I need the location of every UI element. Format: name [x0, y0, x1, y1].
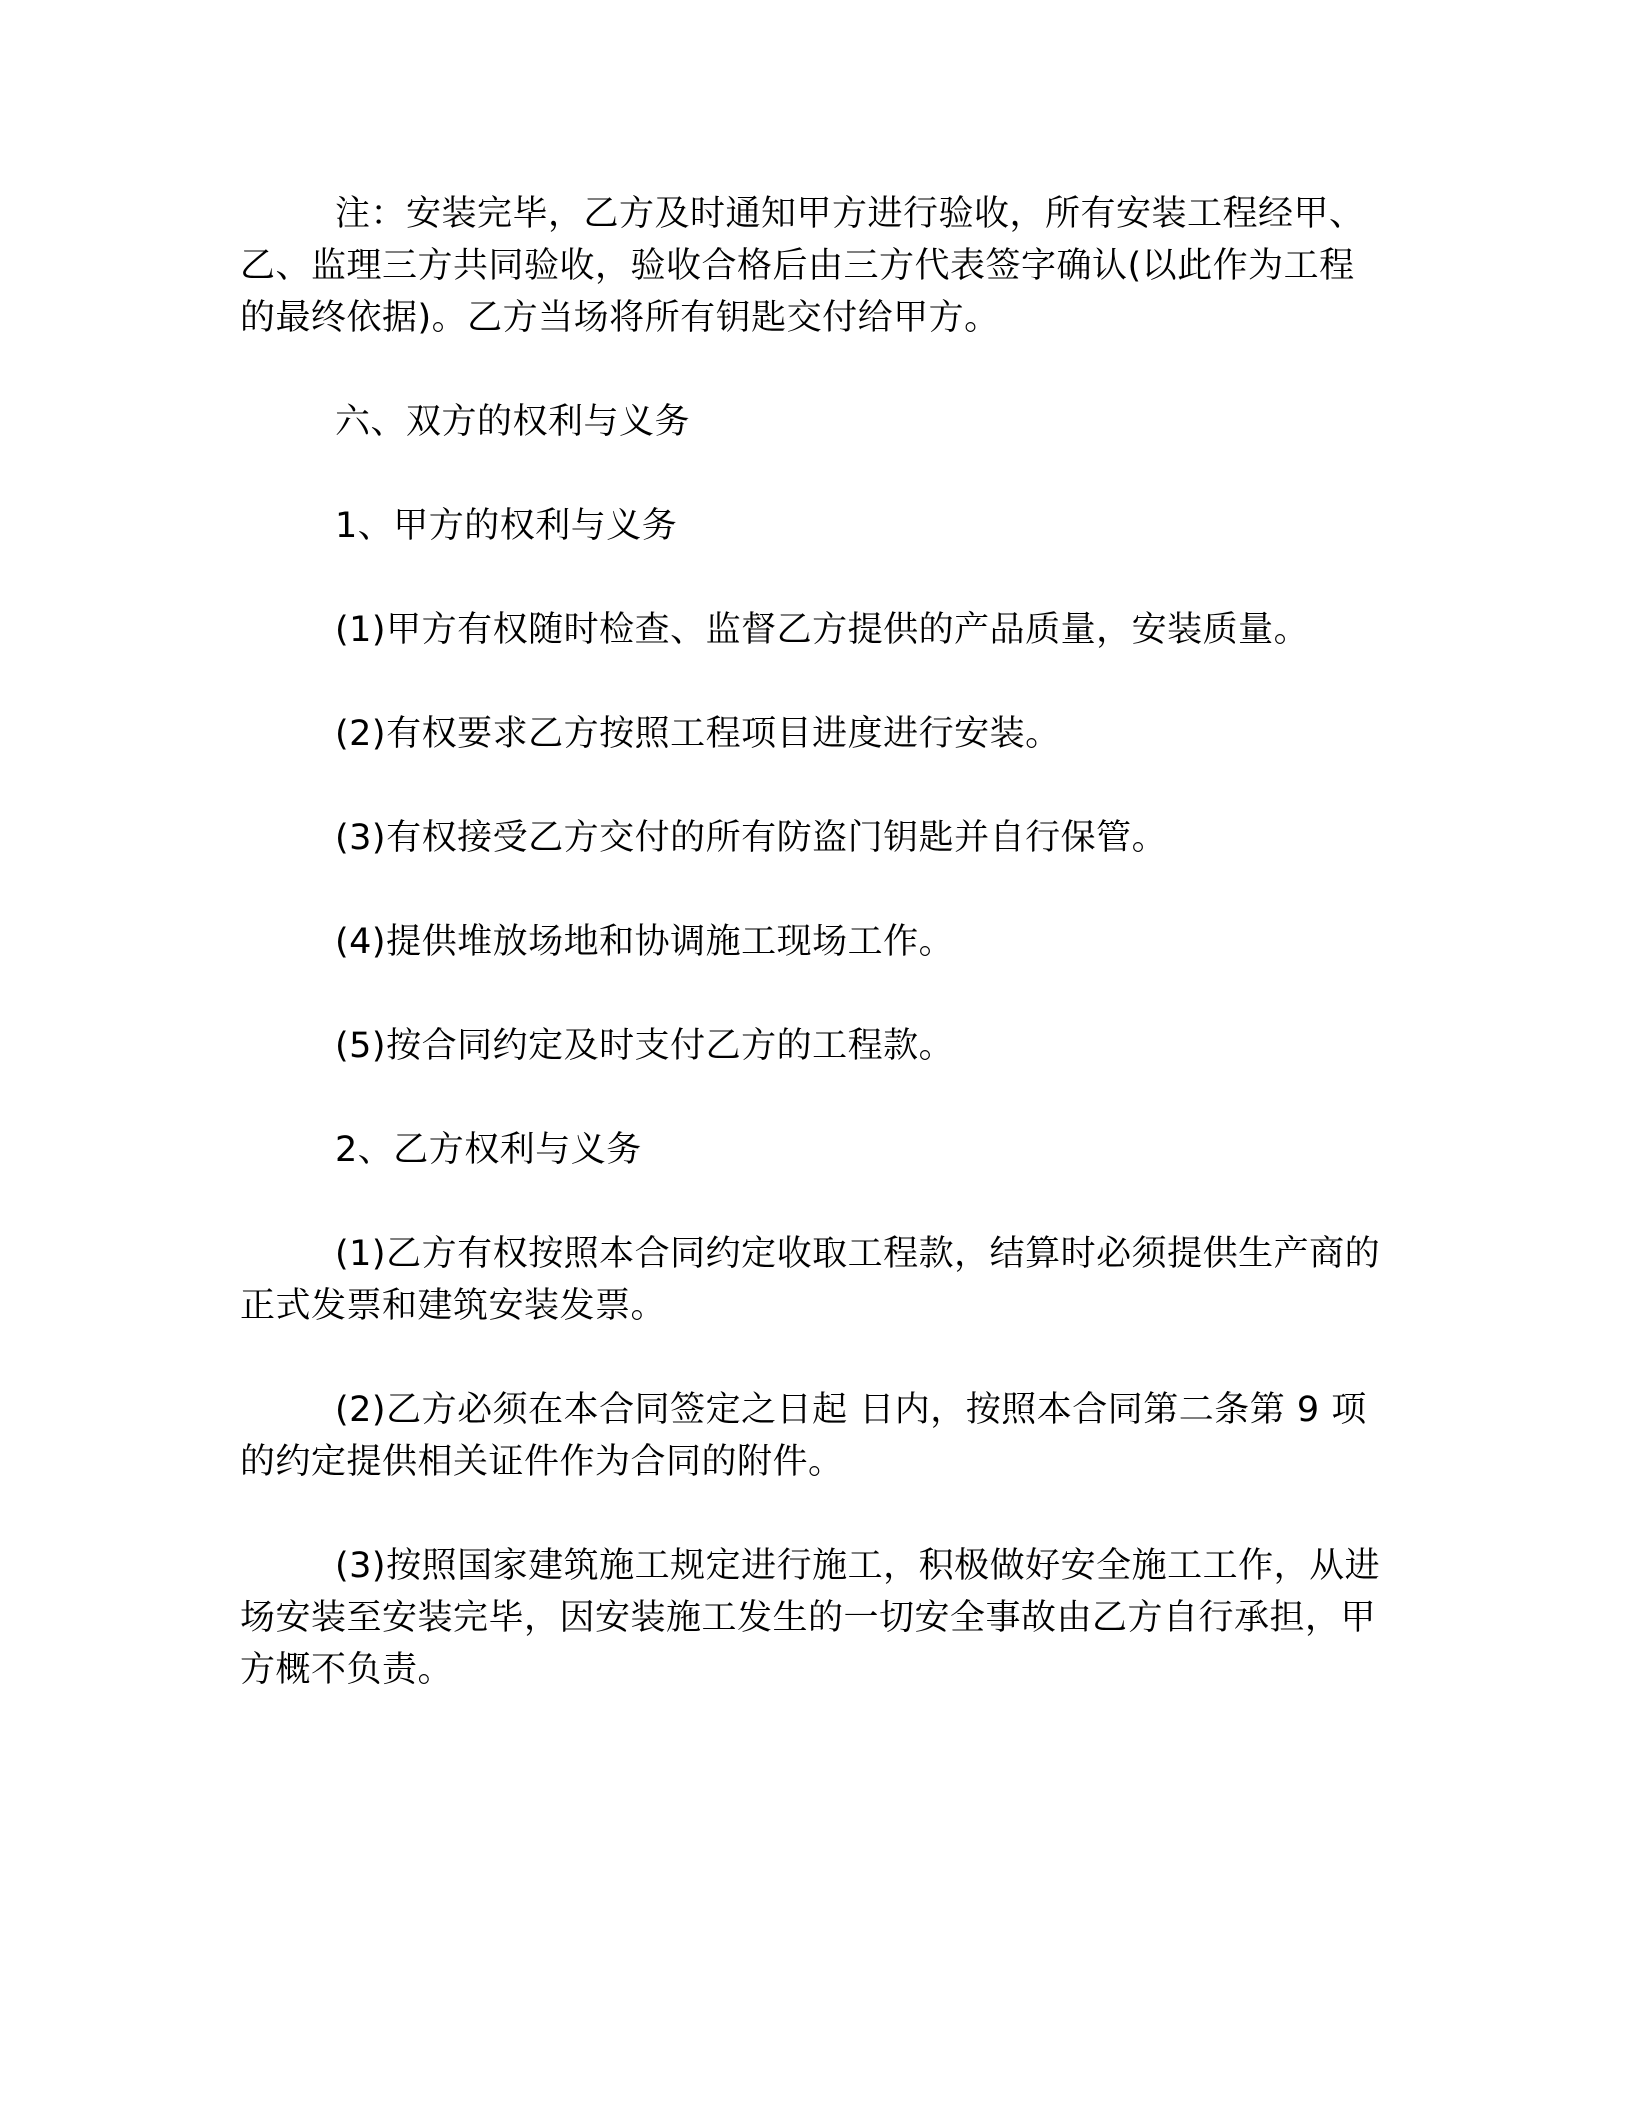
- document-body: [240, 188, 1390, 1748]
- subsection-heading-party-b: 2、乙方权利与义务: [335, 1130, 642, 1170]
- party-a-item-4: (4)提供堆放场地和协调施工现场工作。: [335, 922, 955, 962]
- subsection-heading-party-a: 1、甲方的权利与义务: [335, 506, 678, 546]
- section-heading-rights-obligations: 六、双方的权利与义务: [335, 402, 691, 442]
- party-a-item-5: (5)按合同约定及时支付乙方的工程款。: [335, 1026, 955, 1066]
- party-b-item-3: (3)按照国家建筑施工规定进行施工，积极做好安全施工工作，从进场安装至安装完毕，因安装施工发生的一切安全事故由乙方自行承担，甲方概不负责。: [240, 1546, 1381, 1690]
- party-b-item-1: (1)乙方有权按照本合同约定收取工程款，结算时必须提供生产商的正式发票和建筑安装发票。: [240, 1234, 1381, 1326]
- party-a-item-3: (3)有权接受乙方交付的所有防盗门钥匙并自行保管。: [335, 818, 1168, 858]
- paragraph-acceptance-note: 注：安装完毕，乙方及时通知甲方进行验收，所有安装工程经甲、乙、监理三方共同验收，验收合格后由三方代表签字确认(以此作为工程的最终依据)。乙方当场将所有钥匙交付给甲方。: [240, 194, 1365, 338]
- party-a-item-2: (2)有权要求乙方按照工程项目进度进行安装。: [335, 714, 1061, 754]
- party-b-item-2: (2)乙方必须在本合同签定之日起 日内，按照本合同第二条第 9 项的约定提供相关证件作为合同的附件。: [240, 1390, 1367, 1482]
- party-a-item-1: (1)甲方有权随时检查、监督乙方提供的产品质量，安装质量。: [335, 610, 1310, 650]
